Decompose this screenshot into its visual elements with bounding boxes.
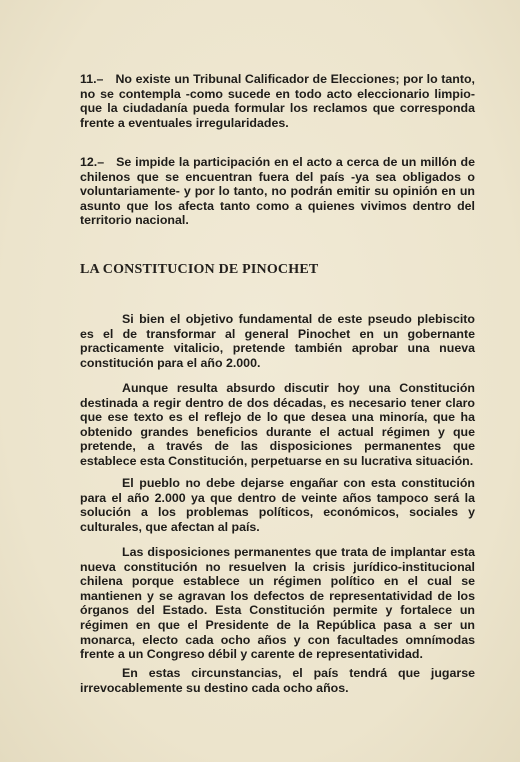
list-item-11 (80, 72, 475, 130)
item-text: No existe un Tribunal Calificador de Elecciones; por lo tanto, no se contempla -como sucede en todo acto eleccionario limpio- que la ciudadanía pueda formular los reclamos que corresponda frente a eventuales irregularidades. (80, 72, 475, 130)
paragraph-5: En estas circunstancias, el país tendrá que jugarse irrevocablemente su destino cada ocho años. (80, 666, 475, 695)
item-number: 12.– (80, 155, 105, 169)
item-text: Se impide la participación en el acto a cerca de un millón de chilenos que se encuentran fuera del país -ya sea obligados o voluntariamente- y por lo tanto, no podrán emitir su opinión en un asunto que los afecta tanto como a quienes vivimos dentro del territorio nacional. (80, 155, 475, 228)
paragraph-1: Si bien el objetivo fundamental de este pseudo plebiscito es el de transformar al general Pinochet en un gobernante practicamente vitalicio, pretende también aprobar una nueva constitución para el año 2.000. (80, 312, 475, 370)
list-item-12 (80, 155, 475, 228)
item-number: 11.– (80, 72, 104, 86)
paragraph-2: Aunque resulta absurdo discutir hoy una Constitución destinada a regir dentro de dos décadas, es necesario tener claro que ese texto es el reflejo de lo que desea una minoría, que ha obtenido grandes beneficios durante el actual régimen y que pretende, a través de las disposiciones permanentes que establece esta Constitución, perpetuarse en su lucrativa situación. (80, 381, 475, 468)
section-title: LA CONSTITUCION DE PINOCHET (80, 262, 319, 277)
paragraph-3: El pueblo no debe dejarse engañar con esta constitución para el año 2.000 ya que dentro de veinte años tampoco será la solución a los problemas políticos, económicos, sociales y culturales, que afectan al país. (80, 476, 475, 534)
paragraph-4: Las disposiciones permanentes que trata de implantar esta nueva constitución no resuelven la crisis jurídico-institucional chilena porque establece un régimen político en el cual se mantienen y se agravan los defectos de representatividad de los órganos del Estado. Esta Constitución permite y fortalece un régimen en que el Presidente de la República pasa a ser un monarca, electo cada ocho años y con facultades omnímodas frente a un Congreso débil y carente de representatividad. (80, 545, 475, 662)
